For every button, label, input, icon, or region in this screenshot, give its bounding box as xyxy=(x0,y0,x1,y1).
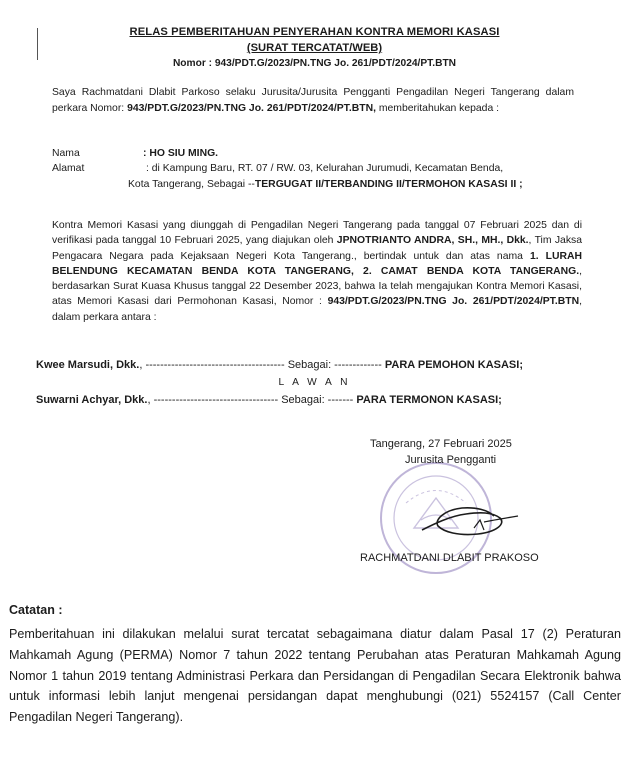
name-value: : HO SIU MING. xyxy=(143,148,219,159)
principals: 1. LURAH BELENDUNG KECAMATAN BENDA KOTA TANGERANG, 2. CAMAT BENDA KOTA TANGERANG. xyxy=(52,250,582,277)
signature-position: Jurusita Pengganti xyxy=(405,454,497,466)
recipient-role: TERGUGAT II/TERBANDING II/TERMOHON KASASI II ; xyxy=(254,179,523,190)
intro-case-number: 943/PDT.G/2023/PN.TNG Jo. 261/PDT/2024/PT.BTN, xyxy=(127,102,376,114)
body-text-d: , dalam perkara antara : xyxy=(52,296,582,323)
attorney-name: JPNOTRIANTO ANDRA, SH., MH., Dkk. xyxy=(336,235,529,247)
versus-label: L A W A N xyxy=(278,377,351,388)
name-label: Nama xyxy=(52,148,80,159)
party-line-2 xyxy=(36,394,586,406)
party1-separator: , -------------------------------------- Sebagai: ------------- xyxy=(139,359,385,371)
party2-separator: , ---------------------------------- Sebagai: ------- xyxy=(147,394,357,406)
address-line-2 xyxy=(128,179,523,190)
party-line-1 xyxy=(36,359,586,371)
document-number: Nomor : 943/PDT.G/2023/PN.TNG Jo. 261/PDT/2024/PT.BTN xyxy=(172,58,457,69)
signature-place-date: Tangerang, 27 Februari 2025 xyxy=(370,438,512,450)
body-paragraph xyxy=(52,218,582,325)
party2-role: PARA TERMONON KASASI; xyxy=(356,394,502,406)
handwritten-signature-icon xyxy=(414,500,524,542)
notes-title: Catatan : xyxy=(9,603,63,617)
signatory-name: RACHMATDANI DLABIT PRAKOSO xyxy=(360,552,539,564)
party1-role: PARA PEMOHON KASASI; xyxy=(384,359,523,371)
intro-paragraph xyxy=(52,85,574,116)
intro-text-b: memberitahukan kepada : xyxy=(375,102,500,114)
body-text-a: Kontra Memori Kasasi yang diunggah di Pengadilan Negeri Tangerang pada tanggal 07 Februari 2025 dan di verifikasi pada tanggal 10 Februari 2025, yang diajukan oleh xyxy=(52,220,582,247)
address-label: Alamat xyxy=(52,163,85,174)
party1-name: Kwee Marsudi, Dkk. xyxy=(36,359,140,371)
document-subtitle: (SURAT TERCATAT/WEB) xyxy=(246,42,383,54)
body-case-number: 943/PDT.G/2023/PN.TNG Jo. 261/PDT/2024/PT.BTN xyxy=(327,296,580,308)
document-title: RELAS PEMBERITAHUAN PENYERAHAN KONTRA MEMORI KASASI xyxy=(129,26,500,38)
body-text-b: , Tim Jaksa Pengacara Negara pada Kejaksaan Negeri Kota Tangerang., bertindak untuk dan atas nama xyxy=(52,235,582,262)
address-line-2-text: Kota Tangerang, Sebagai -- xyxy=(128,179,255,190)
intro-text-a: Saya Rachmatdani Dlabit Parkoso selaku Jurusita/Jurusita Pengganti Pengadilan Negeri Tangerang dalam perkara Nomor: xyxy=(52,87,574,114)
address-line-1: : di Kampung Baru, RT. 07 / RW. 03, Kelurahan Jurumudi, Kecamatan Benda, xyxy=(146,163,504,174)
notes-text: Pemberitahuan ini dilakukan melalui surat tercatat sebagaimana diatur dalam Pasal 17 (2) Peraturan Mahkamah Agung (PERMA) Nomor 7 tahun 2022 tentang Perubahan atas Peraturan Mahkamah Agung Nomor 1 tahun 2019 tentang Administrasi Perkara dan Persidangan di Pengadilan Secara Elektronik bahwa untuk informasi lebih lanjut mengenai persidangan dapat menghubungi (021) 5524157 (Call Center Pengadilan Negeri Tangerang). xyxy=(9,627,621,725)
party2-name: Suwarni Achyar, Dkk. xyxy=(36,394,148,406)
body-text-c: , berdasarkan Surat Kuasa Khusus tanggal 22 Desember 2023, bahwa Ia telah mengajukan Kontra Memori Kasasi, atas Memori Kasasi dari Permohonan Kasasi, Nomor : xyxy=(52,265,582,308)
